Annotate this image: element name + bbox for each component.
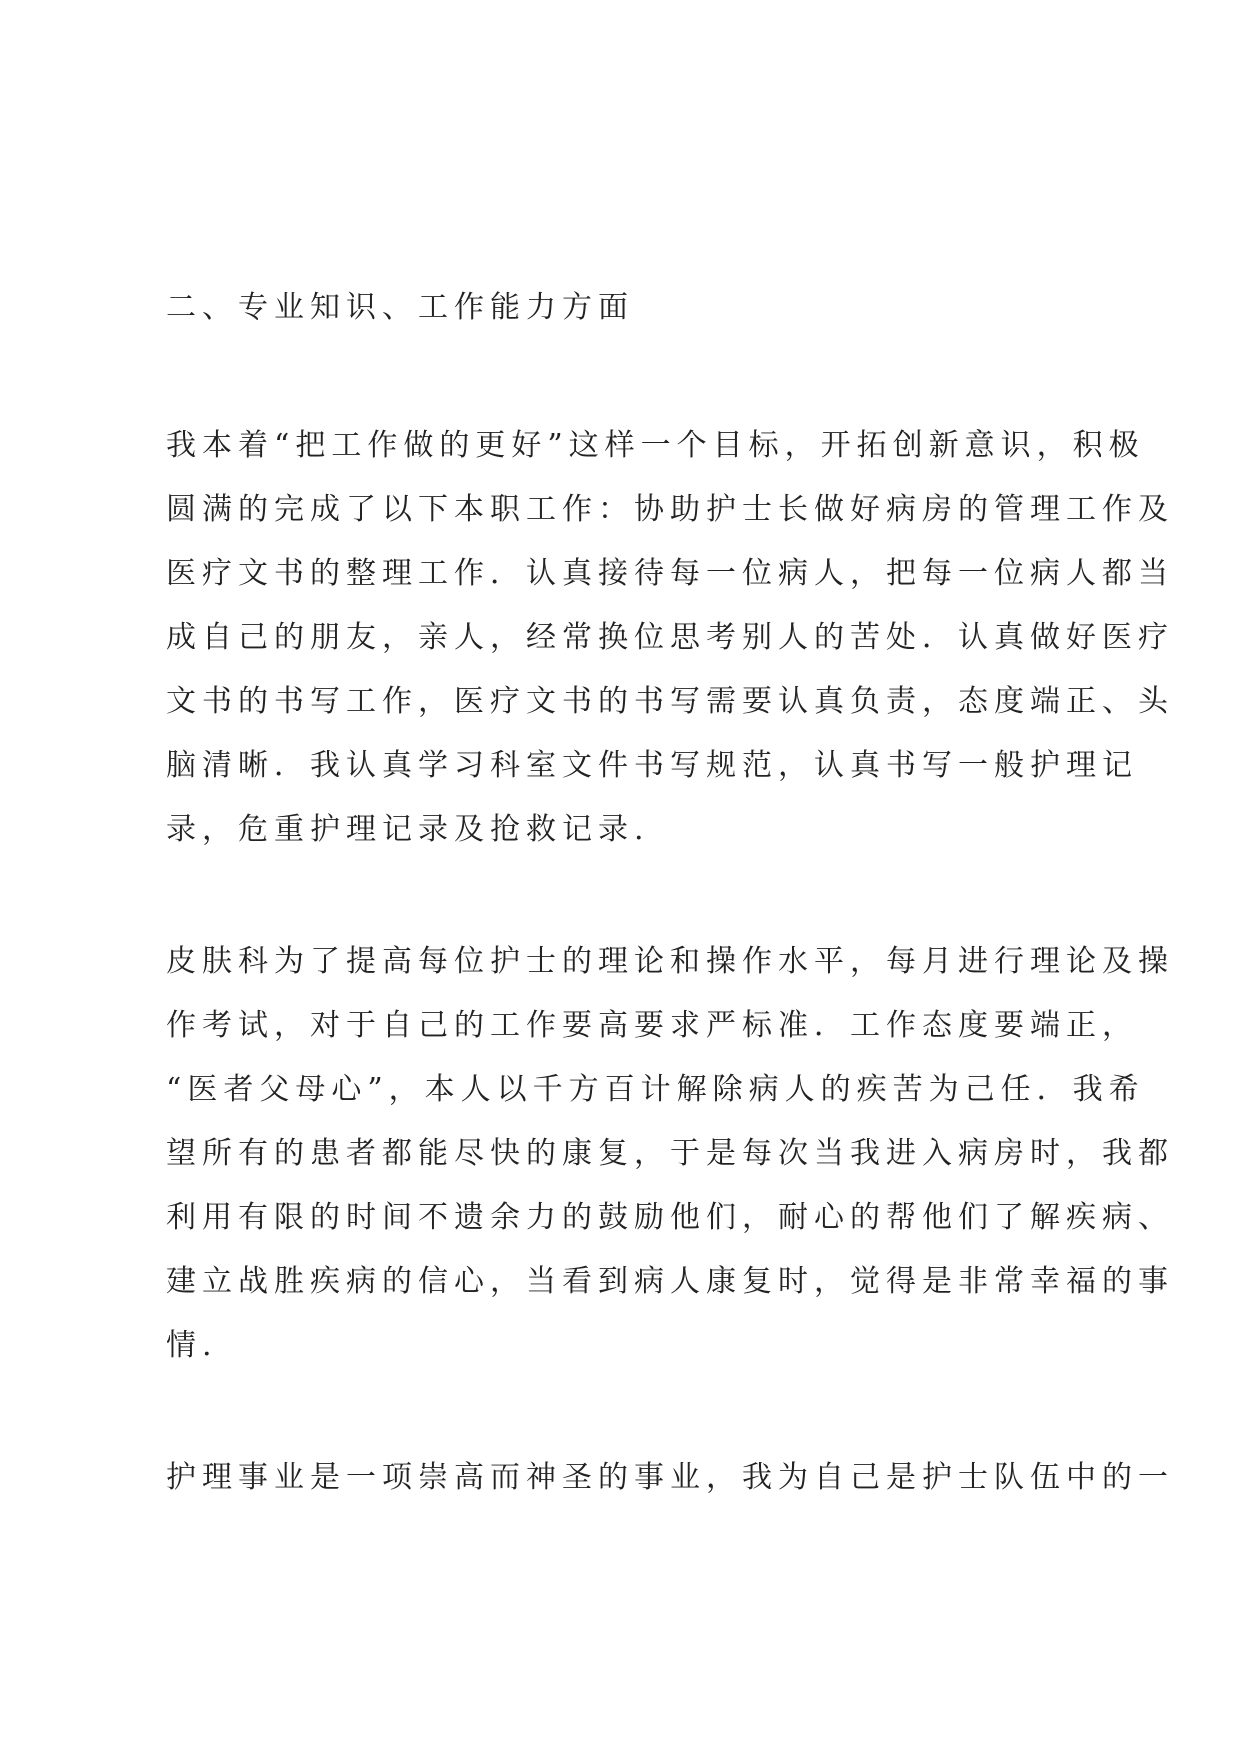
paragraph-line: 文书的书写工作，医疗文书的书写需要认真负责，态度端正、头 [166, 684, 1174, 719]
paragraph-line: 成自己的朋友，亲人，经常换位思考别人的苦处．认真做好医疗 [166, 620, 1174, 655]
paragraph-line: 圆满的完成了以下本职工作：协助护士长做好病房的管理工作及 [166, 492, 1174, 527]
paragraph-line: 医疗文书的整理工作．认真接待每一位病人，把每一位病人都当 [166, 556, 1174, 591]
paragraph-2 [166, 930, 1174, 1378]
section-heading: 二、专业知识、工作能力方面 [166, 290, 634, 325]
paragraph-line: 护理事业是一项崇高而神圣的事业，我为自己是护士队伍中的一 [166, 1460, 1174, 1495]
paragraph-1 [166, 414, 1174, 862]
paragraph-line: 我本着“把工作做的更好”这样一个目标，开拓创新意识，积极 [166, 428, 1145, 463]
paragraph-3 [166, 1446, 1174, 1510]
paragraph-line: 脑清晰．我认真学习科室文件书写规范，认真书写一般护理记 [166, 748, 1138, 783]
paragraph-line: 作考试，对于自己的工作要高要求严标准．工作态度要端正， [166, 1008, 1138, 1043]
paragraph-line: “医者父母心”，本人以千方百计解除病人的疾苦为己任．我希 [166, 1072, 1145, 1107]
paragraph-line: 录，危重护理记录及抢救记录. [166, 812, 650, 847]
paragraph-line: 利用有限的时间不遗余力的鼓励他们，耐心的帮他们了解疾病、 [166, 1200, 1174, 1235]
paragraph-line: 情. [166, 1328, 218, 1363]
paragraph-line: 皮肤科为了提高每位护士的理论和操作水平，每月进行理论及操 [166, 944, 1174, 979]
paragraph-line: 望所有的患者都能尽快的康复，于是每次当我进入病房时，我都 [166, 1136, 1174, 1171]
paragraph-line: 建立战胜疾病的信心，当看到病人康复时，觉得是非常幸福的事 [166, 1264, 1174, 1299]
